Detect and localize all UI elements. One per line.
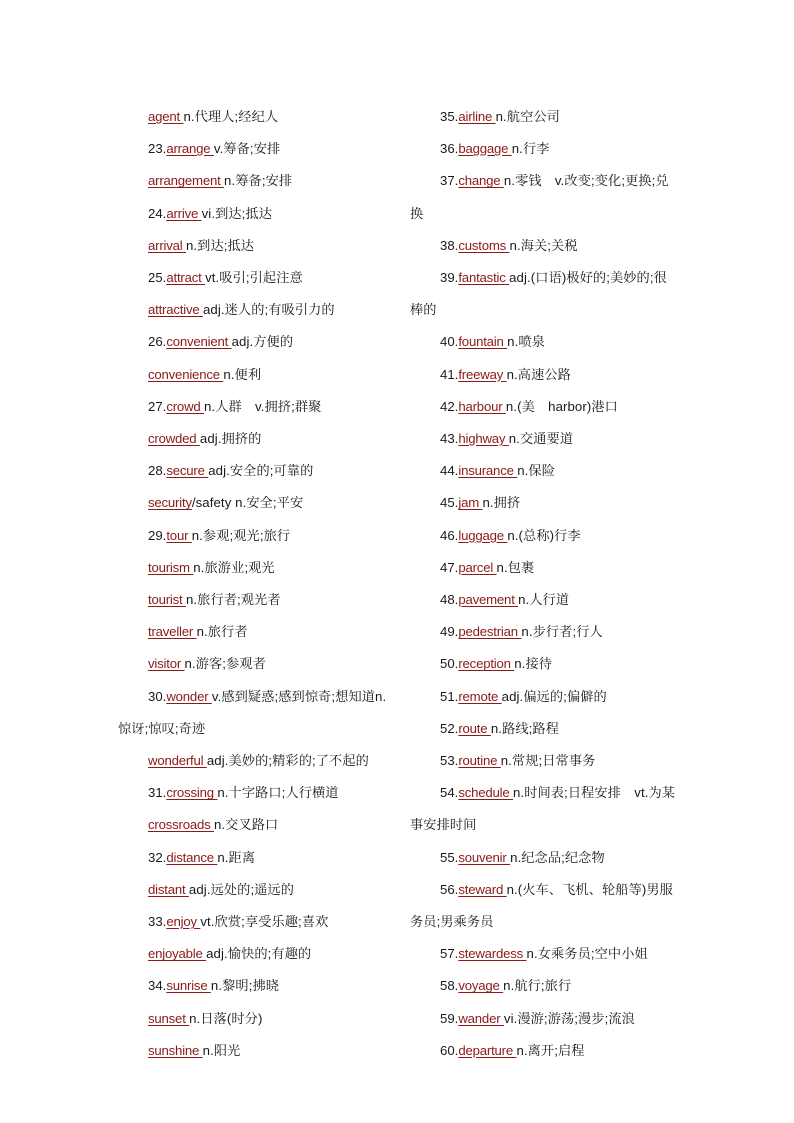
- vocab-definition: n.时间表;日程安排 vt.为某事安排时间: [410, 785, 676, 833]
- entry-number: 37.: [440, 173, 459, 189]
- entry-number: 46.: [440, 527, 459, 543]
- vocab-word: attract: [166, 270, 206, 286]
- vocab-entry: [118, 842, 390, 874]
- vocab-entry: [118, 584, 390, 616]
- vocab-word: reception: [458, 656, 515, 672]
- entry-number: 28.: [148, 463, 167, 479]
- vocab-word: arrangement: [148, 173, 225, 189]
- vocab-word: enjoyable: [148, 946, 207, 962]
- vocab-definition: vt.吸引;引起注意: [205, 270, 303, 286]
- entry-number: 35.: [440, 109, 459, 124]
- vocab-definition: n.路线;路程: [490, 720, 559, 736]
- vocab-word: arrange: [166, 141, 214, 157]
- vocab-entry: [410, 101, 678, 133]
- vocab-entry: [118, 423, 390, 455]
- vocab-word: freeway: [458, 366, 507, 382]
- entry-number: 25.: [148, 270, 167, 286]
- vocab-entry: [410, 616, 678, 648]
- entry-number: 38.: [440, 237, 459, 253]
- vocab-word: tourism: [148, 559, 194, 575]
- vocab-definition: n.(总称)行李: [507, 527, 581, 543]
- vocab-word: crowded: [148, 431, 200, 447]
- vocab-entry: [118, 616, 390, 648]
- vocab-definition: n.人行道: [518, 592, 570, 608]
- vocab-definition: adj.拥挤的: [199, 431, 262, 447]
- vocab-definition: adj.偏远的;偏僻的: [501, 688, 607, 704]
- vocab-word: airline: [458, 109, 496, 124]
- entry-number: 54.: [440, 785, 459, 801]
- vocab-definition: n.常规;日常事务: [500, 753, 596, 769]
- vocab-word: fountain: [458, 334, 508, 350]
- vocab-word: stewardess: [458, 946, 527, 962]
- vocab-definition: adj.安全的;可靠的: [208, 463, 314, 479]
- vocab-definition: adj.方便的: [231, 334, 294, 350]
- vocab-word: sunshine: [148, 1042, 203, 1058]
- entry-number: 57.: [440, 946, 459, 962]
- vocab-word: jam: [458, 495, 483, 511]
- vocab-definition: n.女乘务员;空中小姐: [526, 946, 648, 962]
- vocab-definition: adj.远处的;遥远的: [188, 881, 295, 897]
- vocab-entry: [118, 906, 390, 938]
- entry-number: 41.: [440, 366, 459, 382]
- vocab-word: schedule: [458, 785, 513, 801]
- vocab-word: parcel: [458, 559, 497, 575]
- vocab-word: visitor: [148, 656, 185, 672]
- vocab-entry: [118, 198, 390, 230]
- vocab-word: steward: [458, 881, 507, 897]
- vocab-definition: n.旅行者;观光者: [185, 592, 281, 608]
- entry-number: 43.: [440, 431, 459, 447]
- vocab-entry: [410, 648, 678, 680]
- vocab-entry: [410, 262, 678, 326]
- entry-number: 34.: [148, 978, 167, 994]
- vocab-entry: [118, 745, 390, 777]
- entry-number: 50.: [440, 656, 459, 672]
- vocab-entry: [410, 1003, 678, 1035]
- entry-number: 52.: [440, 720, 459, 736]
- vocab-word: convenient: [166, 334, 232, 350]
- entry-number: 51.: [440, 688, 459, 704]
- vocab-entry: [118, 165, 390, 197]
- vocab-entry: [118, 874, 390, 906]
- vocab-entry: [410, 165, 678, 229]
- entry-number: 40.: [440, 334, 459, 350]
- vocab-definition: n.高速公路: [506, 366, 571, 382]
- vocab-entry: [410, 874, 678, 938]
- vocab-definition: n.代理人;经纪人: [183, 109, 279, 124]
- vocab-word: crowd: [166, 398, 204, 414]
- vocab-definition: adj.美妙的;精彩的;了不起的: [206, 753, 369, 769]
- vocab-word: insurance: [458, 463, 518, 479]
- vocab-definition: n.包裹: [496, 559, 535, 575]
- vocab-word: arrival: [148, 237, 186, 253]
- vocab-entry: [118, 1035, 390, 1067]
- vocab-word: route: [458, 720, 491, 736]
- entry-number: 33.: [148, 914, 167, 930]
- vocab-definition: n.到达;抵达: [185, 237, 255, 253]
- vocab-entry: [410, 423, 678, 455]
- vocab-definition: n.交叉路口: [213, 817, 279, 833]
- vocab-entry: [410, 938, 678, 970]
- vocab-word: wander: [458, 1010, 504, 1026]
- vocab-entry: [410, 745, 678, 777]
- entry-number: 60.: [440, 1042, 459, 1058]
- vocab-entry: [118, 970, 390, 1002]
- vocab-entry: [118, 487, 390, 519]
- vocab-definition: n.喷泉: [507, 334, 545, 350]
- vocab-word: distant: [148, 881, 189, 897]
- entry-number: 23.: [148, 141, 167, 157]
- vocab-entry: [410, 133, 678, 165]
- entry-number: 45.: [440, 495, 459, 511]
- vocab-word: convenience: [148, 366, 224, 382]
- vocab-definition: n.旅游业;观光: [193, 559, 275, 575]
- vocab-definition: adj.愉快的;有趣的: [206, 946, 312, 962]
- vocab-word: departure: [458, 1042, 517, 1058]
- vocab-word: sunset: [148, 1010, 190, 1026]
- entry-number: 49.: [440, 624, 459, 640]
- vocab-entry: [118, 681, 390, 745]
- vocab-entry: [410, 713, 678, 745]
- vocab-entry: [410, 359, 678, 391]
- vocab-definition: v.筹备;安排: [213, 141, 281, 157]
- vocab-entry: [118, 101, 390, 133]
- vocab-word: fantastic: [458, 270, 510, 286]
- vocab-entry: [118, 520, 390, 552]
- vocab-word: wonderful: [148, 753, 207, 769]
- vocab-definition: n.(火车、飞机、轮船等)男服务员;男乘务员: [410, 881, 673, 930]
- vocab-word: secure: [166, 463, 209, 479]
- vocab-entry: [118, 648, 390, 680]
- vocab-entry: [410, 326, 678, 358]
- vocab-word: customs: [458, 237, 510, 253]
- entry-number: 48.: [440, 592, 459, 608]
- entry-number: 26.: [148, 334, 167, 350]
- vocab-entry: [410, 230, 678, 262]
- vocab-definition: n.零钱 v.改变;变化;更换;兑换: [410, 173, 669, 221]
- entry-number: 36.: [440, 141, 459, 157]
- vocab-entry: [410, 777, 678, 841]
- vocab-word: harbour: [458, 398, 506, 414]
- entry-number: 59.: [440, 1010, 459, 1026]
- vocab-definition: n.便利: [223, 366, 262, 382]
- vocab-entry: [118, 455, 390, 487]
- vocab-word: tour: [166, 527, 192, 543]
- vocab-word: change: [458, 173, 504, 189]
- entry-number: 32.: [148, 849, 167, 865]
- vocab-entry: [410, 391, 678, 423]
- vocab-word: agent: [148, 109, 184, 124]
- vocab-word: routine: [458, 753, 501, 769]
- vocab-definition: n.保险: [517, 463, 555, 479]
- entry-number: 53.: [440, 753, 459, 769]
- vocab-entry: [118, 359, 390, 391]
- vocab-definition: n.人群 v.拥挤;群聚: [204, 398, 322, 414]
- vocab-word: distance: [166, 849, 218, 865]
- vocab-definition: /safety n.安全;平安: [191, 495, 304, 511]
- entry-number: 44.: [440, 463, 459, 479]
- vocab-entry: [118, 552, 390, 584]
- vocab-word: highway: [458, 431, 509, 447]
- entry-number: 42.: [440, 398, 459, 414]
- vocab-definition: n.步行者;行人: [521, 624, 603, 640]
- vocab-definition: n.(美 harbor)港口: [505, 398, 618, 414]
- vocab-definition: n.离开;启程: [516, 1042, 585, 1058]
- vocab-entry: [410, 487, 678, 519]
- vocab-word: crossroads: [148, 817, 214, 833]
- vocab-entry: [410, 520, 678, 552]
- vocab-definition: n.黎明;拂晓: [210, 978, 280, 994]
- vocab-entry: [118, 294, 390, 326]
- vocab-entry: [410, 455, 678, 487]
- vocab-definition: n.纪念品;纪念物: [510, 849, 605, 865]
- entry-number: 58.: [440, 978, 459, 994]
- vocab-word: pavement: [458, 592, 519, 608]
- entry-number: 39.: [440, 270, 459, 286]
- vocab-definition: n.拥挤: [482, 495, 521, 511]
- entry-number: 30.: [148, 688, 167, 704]
- vocab-word: arrive: [166, 205, 202, 221]
- vocab-entry: [118, 133, 390, 165]
- vocab-definition: n.日落(时分): [189, 1010, 263, 1026]
- vocab-word: remote: [458, 688, 502, 704]
- vocab-word: tourist: [148, 592, 186, 608]
- vocab-definition: n.筹备;安排: [224, 173, 293, 189]
- vocab-word: sunrise: [166, 978, 211, 994]
- vocab-definition: n.航空公司: [495, 109, 560, 124]
- entry-number: 24.: [148, 205, 167, 221]
- vocab-word: attractive: [148, 302, 203, 318]
- vocab-word: security: [148, 495, 192, 511]
- vocab-definition: adj.(口语)极好的;美妙的;很棒的: [410, 270, 667, 318]
- left-column: [118, 101, 390, 1067]
- entry-number: 47.: [440, 559, 459, 575]
- vocab-entry: [410, 1035, 678, 1067]
- entry-number: 29.: [148, 527, 167, 543]
- vocab-entry: [118, 938, 390, 970]
- vocab-entry: [118, 326, 390, 358]
- vocab-entry: [118, 391, 390, 423]
- vocab-word: pedestrian: [458, 624, 522, 640]
- vocab-definition: vi.漫游;游荡;漫步;流浪: [503, 1010, 635, 1026]
- vocab-definition: n.参观;观光;旅行: [191, 527, 291, 543]
- vocab-entry: [118, 262, 390, 294]
- vocab-definition: vt.欣赏;享受乐趣;喜欢: [200, 914, 329, 930]
- vocab-entry: [410, 552, 678, 584]
- vocab-entry: [410, 970, 678, 1002]
- vocab-definition: n.十字路口;人行横道: [217, 785, 339, 801]
- vocab-definition: n.接待: [514, 656, 553, 672]
- vocab-definition: v.感到疑惑;感到惊奇;想知道n.惊讶;惊叹;奇迹: [118, 688, 387, 736]
- entry-number: 56.: [440, 881, 459, 897]
- vocab-definition: n.游客;参观者: [184, 656, 266, 672]
- vocab-entry: [118, 1003, 390, 1035]
- vocab-definition: n.海关;关税: [509, 237, 578, 253]
- vocab-entry: [410, 584, 678, 616]
- vocab-word: crossing: [166, 785, 218, 801]
- vocab-definition: vi.到达;抵达: [201, 205, 272, 221]
- vocab-word: souvenir: [458, 849, 511, 865]
- vocab-word: voyage: [458, 978, 504, 994]
- vocab-definition: n.交通要道: [508, 431, 574, 447]
- vocab-definition: adj.迷人的;有吸引力的: [202, 302, 335, 318]
- vocab-word: wonder: [166, 688, 212, 704]
- entry-number: 31.: [148, 785, 167, 801]
- vocab-entry: [118, 809, 390, 841]
- vocab-definition: n.旅行者: [196, 624, 248, 640]
- vocab-definition: n.距离: [217, 849, 256, 865]
- vocab-entry: [118, 230, 390, 262]
- vocab-entry: [410, 842, 678, 874]
- right-column: [410, 101, 678, 1067]
- vocab-entry: [118, 777, 390, 809]
- vocab-word: baggage: [458, 141, 512, 157]
- vocab-entry: [410, 681, 678, 713]
- entry-number: 55.: [440, 849, 459, 865]
- vocab-definition: n.行李: [511, 141, 550, 157]
- vocab-definition: n.航行;旅行: [503, 978, 572, 994]
- vocab-word: luggage: [458, 527, 508, 543]
- vocab-definition: n.阳光: [202, 1042, 241, 1058]
- vocab-word: enjoy: [166, 914, 201, 930]
- vocab-word: traveller: [148, 624, 197, 640]
- entry-number: 27.: [148, 398, 167, 414]
